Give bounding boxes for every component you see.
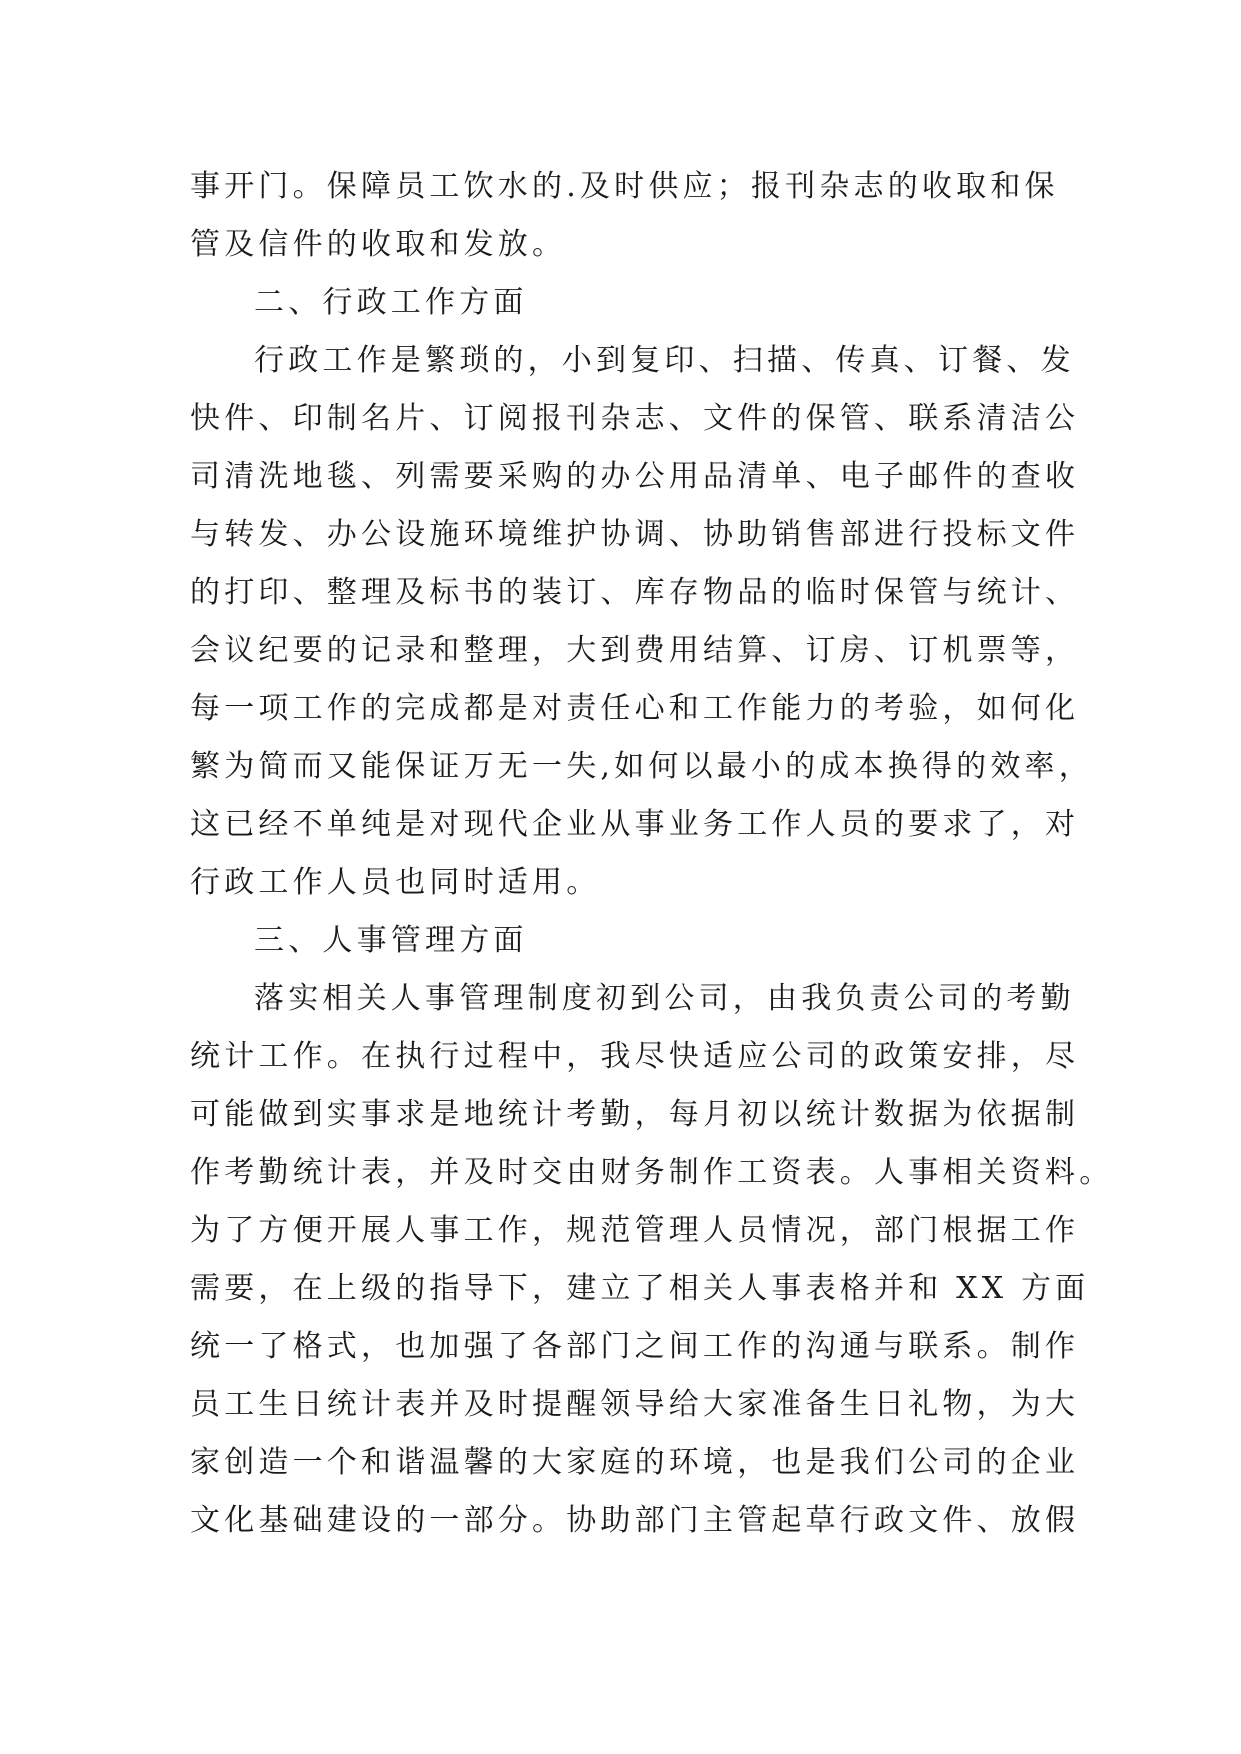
text-line: 需要，在上级的指导下，建立了相关人事表格并和 XX 方面	[190, 1271, 1090, 1306]
text-line: 统计工作。在执行过程中，我尽快适应公司的政策安排，尽	[190, 1039, 1080, 1074]
paragraph-start: 行政工作是繁琐的，小到复印、扫描、传真、订餐、发	[254, 343, 1075, 378]
paragraph-start: 落实相关人事管理制度初到公司，由我负责公司的考勤	[254, 981, 1075, 1016]
text-line: 事开门。保障员工饮水的.及时供应；报刊杂志的收取和保	[190, 169, 1059, 204]
text-line: 每一项工作的完成都是对责任心和工作能力的考验，如何化	[190, 691, 1080, 726]
text-line: 员工生日统计表并及时提醒领导给大家准备生日礼物，为大	[190, 1387, 1080, 1422]
section-heading-personnel: 三、人事管理方面	[254, 923, 528, 958]
text-line: 行政工作人员也同时适用。	[190, 865, 601, 900]
section-heading-administrative: 二、行政工作方面	[254, 285, 528, 320]
text-line: 与转发、办公设施环境维护协调、协助销售部进行投标文件	[190, 517, 1080, 552]
text-line: 会议纪要的记录和整理，大到费用结算、订房、订机票等，	[190, 633, 1080, 668]
text-line: 文化基础建设的一部分。协助部门主管起草行政文件、放假	[190, 1503, 1080, 1538]
document-body	[190, 158, 1114, 1550]
text-line: 繁为简而又能保证万无一失,如何以最小的成本换得的效率，	[190, 749, 1093, 784]
text-line: 作考勤统计表，并及时交由财务制作工资表。人事相关资料。	[190, 1155, 1114, 1190]
text-line: 家创造一个和谐温馨的大家庭的环境，也是我们公司的企业	[190, 1445, 1080, 1480]
text-line: 管及信件的收取和发放。	[190, 227, 567, 262]
text-line: 为了方便开展人事工作，规范管理人员情况，部门根据工作	[190, 1213, 1080, 1248]
text-line: 快件、印制名片、订阅报刊杂志、文件的保管、联系清洁公	[190, 401, 1080, 436]
text-line: 可能做到实事求是地统计考勤，每月初以统计数据为依据制	[190, 1097, 1080, 1132]
text-line: 的打印、整理及标书的装订、库存物品的临时保管与统计、	[190, 575, 1080, 610]
text-line: 统一了格式，也加强了各部门之间工作的沟通与联系。制作	[190, 1329, 1080, 1364]
text-line: 这已经不单纯是对现代企业从事业务工作人员的要求了，对	[190, 807, 1080, 842]
text-line: 司清洗地毯、列需要采购的办公用品清单、电子邮件的查收	[190, 459, 1080, 494]
